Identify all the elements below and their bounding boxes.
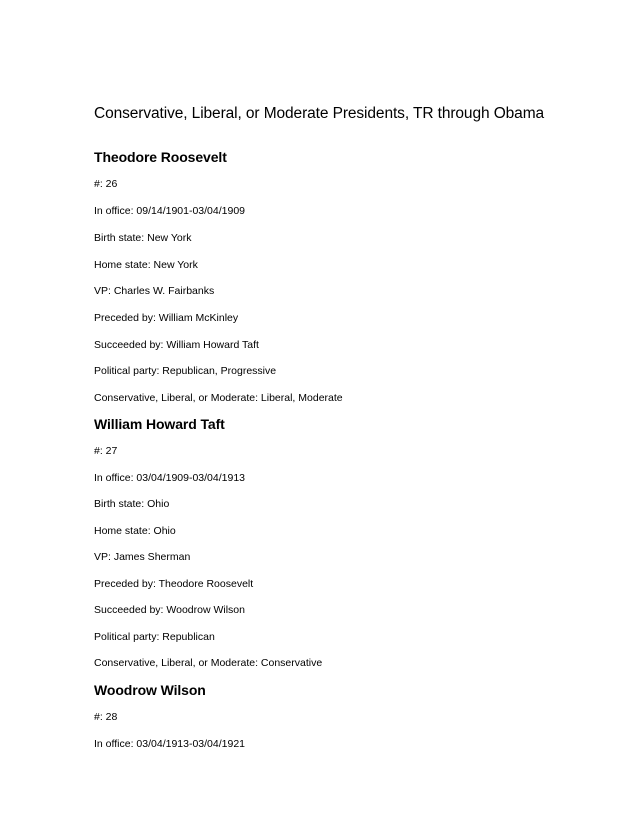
president-name: Woodrow Wilson <box>94 682 206 698</box>
preceded-by: Preceded by: Theodore Roosevelt <box>94 578 254 590</box>
ideology: Conservative, Liberal, or Moderate: Liberal, Moderate <box>94 392 343 404</box>
vice-president: VP: James Sherman <box>94 551 191 563</box>
president-name: Theodore Roosevelt <box>94 149 227 165</box>
ideology: Conservative, Liberal, or Moderate: Conservative <box>94 657 323 669</box>
preceded-by: Preceded by: William McKinley <box>94 312 239 324</box>
political-party: Political party: Republican, Progressive <box>94 365 277 377</box>
president-name: William Howard Taft <box>94 416 225 432</box>
political-party: Political party: Republican <box>94 631 215 643</box>
succeeded-by: Succeeded by: William Howard Taft <box>94 339 259 351</box>
vice-president: VP: Charles W. Fairbanks <box>94 285 215 297</box>
president-number: #: 26 <box>94 178 118 190</box>
in-office: In office: 03/04/1913-03/04/1921 <box>94 738 246 750</box>
in-office: In office: 03/04/1909-03/04/1913 <box>94 472 246 484</box>
home-state: Home state: New York <box>94 259 198 271</box>
birth-state: Birth state: New York <box>94 232 192 244</box>
president-number: #: 27 <box>94 445 118 457</box>
birth-state: Birth state: Ohio <box>94 498 170 510</box>
home-state: Home state: Ohio <box>94 525 176 537</box>
president-number: #: 28 <box>94 711 118 723</box>
in-office: In office: 09/14/1901-03/04/1909 <box>94 205 246 217</box>
document-title: Conservative, Liberal, or Moderate Presidents, TR through Obama <box>94 105 545 122</box>
succeeded-by: Succeeded by: Woodrow Wilson <box>94 604 245 616</box>
